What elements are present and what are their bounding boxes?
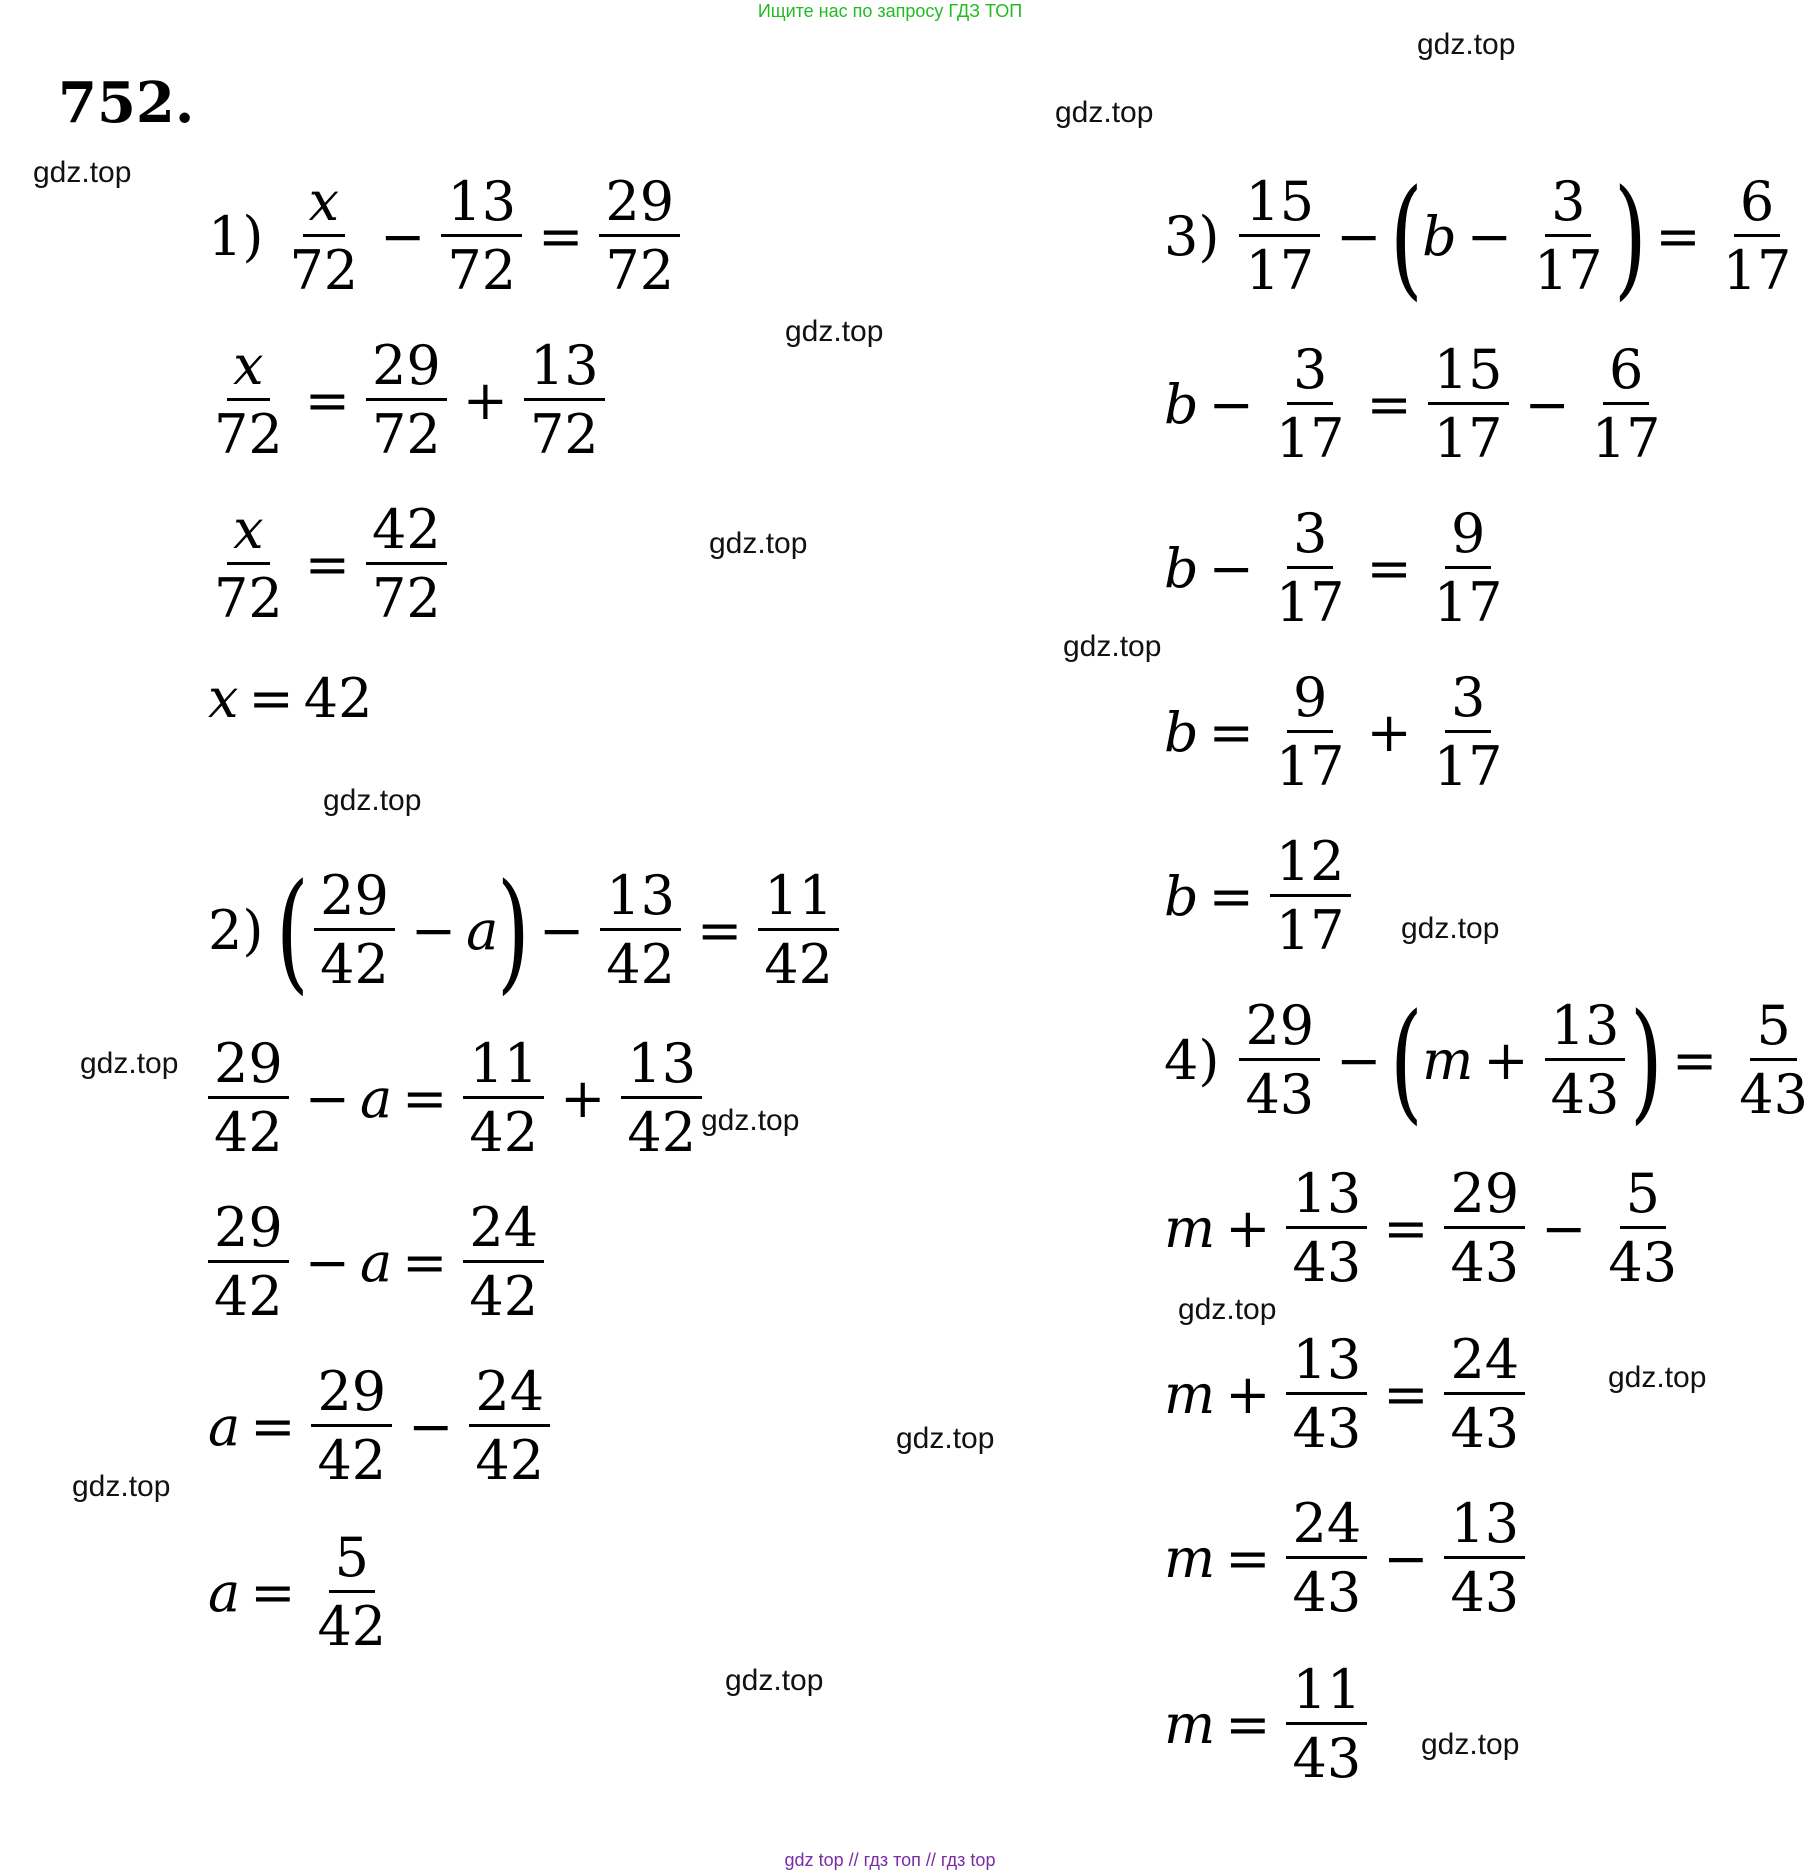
variable: a [208, 1394, 241, 1458]
fraction: $\frac{29}{72}$ [599, 172, 680, 302]
fraction: $\frac{24}{42}$ [463, 1198, 544, 1328]
plus-sign: + [462, 368, 508, 432]
minus-sign: − [304, 1066, 350, 1130]
task3-line5 [1164, 832, 1357, 962]
fraction: $\frac{29}{43}$ [1444, 1164, 1525, 1294]
watermark: gdz.top [785, 315, 884, 348]
watermark: gdz.top [80, 1047, 179, 1080]
variable: a [359, 1066, 393, 1130]
fraction: $\frac{13}{43}$ [1545, 996, 1626, 1126]
fraction: $\frac{3}{17}$ [1275, 338, 1345, 471]
fraction: $\frac{29}{72}$ [366, 336, 447, 466]
equals-sign: = [1383, 1362, 1429, 1426]
minus-sign: − [1336, 204, 1382, 268]
equals-sign: = [304, 368, 350, 432]
equals-sign: = [1225, 1526, 1271, 1590]
fraction: $\frac{6}{17}$ [1722, 170, 1792, 303]
task3-label: 3) [1164, 204, 1220, 268]
minus-sign: − [1208, 372, 1254, 436]
task4-line3 [1164, 1330, 1531, 1460]
variable: m [1422, 1028, 1474, 1092]
watermark: gdz.top [896, 1422, 995, 1455]
task1-line2 [202, 336, 611, 466]
watermark: gdz.top [1417, 28, 1516, 61]
task2-line3 [202, 1198, 550, 1328]
plus-sign: + [560, 1066, 606, 1130]
variable: m [1164, 1526, 1216, 1590]
equals-sign: = [402, 1230, 448, 1294]
task3-line1 [1164, 160, 1803, 313]
fraction: $\frac{11}{42}$ [758, 866, 839, 996]
watermark: gdz.top [1608, 1361, 1707, 1394]
watermark: gdz.top [725, 1664, 824, 1697]
variable: a [466, 898, 499, 962]
minus-sign: − [1524, 372, 1570, 436]
fraction: $\frac{9}{17}$ [1433, 502, 1503, 635]
fraction: $\frac{11}{42}$ [463, 1034, 544, 1164]
variable: b [1422, 204, 1457, 268]
fraction: $\frac{15}{17}$ [1239, 172, 1320, 302]
variable: b [1164, 700, 1199, 764]
minus-sign: − [1541, 1196, 1587, 1260]
variable: m [1164, 1692, 1216, 1756]
equals-sign: = [697, 898, 743, 962]
watermark: gdz.top [701, 1104, 800, 1137]
fraction: $\frac{13}{72}$ [441, 172, 522, 302]
fraction: $\frac{13}{43}$ [1286, 1330, 1367, 1460]
task4-line5 [1164, 1660, 1373, 1790]
watermark: gdz.top [1063, 630, 1162, 663]
fraction: $\frac{24}{42}$ [469, 1362, 550, 1492]
equals-sign: = [1655, 204, 1701, 268]
fraction: $\frac{42}{72}$ [366, 500, 447, 630]
task4-line1 [1164, 984, 1820, 1137]
watermark: gdz.top [709, 527, 808, 560]
fraction: $\frac{13}{43}$ [1286, 1164, 1367, 1294]
variable: a [208, 1560, 241, 1624]
equals-sign: = [1208, 864, 1254, 928]
watermark: gdz.top [1401, 912, 1500, 945]
fraction: $\frac{13}{42}$ [621, 1034, 702, 1164]
fraction: $\frac{12}{17}$ [1270, 832, 1351, 962]
top-banner: Ищите нас по запросу ГДЗ ТОП [757, 1, 1023, 21]
fraction: $\frac{9}{17}$ [1275, 666, 1345, 799]
task1-line4 [208, 667, 373, 730]
fraction: $\frac{x}{72}$ [214, 334, 283, 467]
variable: b [1164, 864, 1199, 928]
watermark: gdz.top [1178, 1293, 1277, 1326]
watermark: gdz.top [33, 156, 132, 189]
fraction: $\frac{29}{42}$ [314, 866, 395, 996]
task2-line2 [202, 1034, 708, 1164]
watermark: gdz.top [1421, 1728, 1520, 1761]
fraction: $\frac{3}{17}$ [1275, 502, 1345, 635]
task4-line4 [1164, 1494, 1531, 1624]
equals-sign: = [1208, 700, 1254, 764]
task3-line2 [1164, 340, 1672, 470]
equals-sign: = [304, 532, 350, 596]
fraction: $\frac{29}{42}$ [311, 1362, 392, 1492]
watermark: gdz.top [1055, 96, 1154, 129]
task1-label: 1) [208, 204, 264, 268]
minus-sign: − [408, 1394, 454, 1458]
task2-line5 [208, 1528, 398, 1658]
right-paren: ) [1613, 160, 1647, 313]
right-paren: ) [1630, 984, 1664, 1137]
variable: x [208, 667, 239, 730]
fraction: $\frac{3}{17}$ [1533, 170, 1603, 303]
bottom-footer: gdz top // гдз топ // гдз top [784, 1850, 996, 1870]
minus-sign: − [380, 204, 426, 268]
equals-sign: = [1672, 1028, 1718, 1092]
task4-label: 4) [1164, 1028, 1220, 1092]
equals-sign: = [1366, 536, 1412, 600]
fraction: $\frac{15}{17}$ [1428, 340, 1509, 470]
variable: b [1164, 536, 1199, 600]
fraction: $\frac{3}{17}$ [1433, 666, 1503, 799]
fraction: $\frac{5}{43}$ [1739, 994, 1808, 1127]
variable: a [359, 1230, 393, 1294]
fraction: $\frac{13}{72}$ [524, 336, 605, 466]
task2-line4 [208, 1362, 556, 1492]
fraction: $\frac{x}{72}$ [289, 170, 359, 303]
variable: m [1164, 1196, 1216, 1260]
plus-sign: + [1366, 700, 1412, 764]
equals-sign: = [1366, 372, 1412, 436]
minus-sign: − [1383, 1526, 1429, 1590]
variable: b [1164, 372, 1199, 436]
equals-sign: = [402, 1066, 448, 1130]
equals-sign: = [1225, 1692, 1271, 1756]
plus-sign: + [1225, 1362, 1271, 1426]
watermark: gdz.top [72, 1470, 171, 1503]
equals-sign: = [250, 1560, 296, 1624]
equals-sign: = [1383, 1196, 1429, 1260]
task2-label: 2) [208, 898, 264, 962]
left-paren: ( [1390, 984, 1424, 1137]
fraction: $\frac{13}{43}$ [1444, 1494, 1525, 1624]
plus-sign: + [1225, 1196, 1271, 1260]
equals-sign: = [248, 667, 294, 730]
left-paren: ( [1390, 160, 1424, 313]
task2-line1 [208, 854, 845, 1007]
plus-sign: + [1483, 1028, 1529, 1092]
task1-line3 [202, 500, 453, 630]
task1-line1 [208, 172, 686, 302]
minus-sign: − [304, 1230, 350, 1294]
minus-sign: − [1336, 1028, 1382, 1092]
fraction: $\frac{29}{42}$ [208, 1198, 289, 1328]
equals-sign: = [250, 1394, 296, 1458]
fraction: $\frac{5}{43}$ [1608, 1162, 1678, 1295]
fraction: $\frac{11}{43}$ [1286, 1660, 1367, 1790]
minus-sign: − [539, 898, 585, 962]
fraction: $\frac{29}{43}$ [1239, 996, 1320, 1126]
fraction: $\frac{5}{42}$ [317, 1526, 387, 1659]
fraction: $\frac{29}{42}$ [208, 1034, 289, 1164]
right-paren: ) [497, 854, 531, 1007]
variable: m [1164, 1362, 1216, 1426]
watermark: gdz.top [323, 784, 422, 817]
minus-sign: − [410, 898, 457, 962]
task3-line3 [1164, 504, 1515, 634]
task3-line4 [1164, 668, 1515, 798]
fraction: $\frac{24}{43}$ [1444, 1330, 1525, 1460]
problem-number: 752. [58, 70, 195, 136]
minus-sign: − [1466, 204, 1512, 268]
fraction: $\frac{13}{42}$ [600, 866, 681, 996]
minus-sign: − [1208, 536, 1254, 600]
task4-line2 [1164, 1164, 1689, 1294]
fraction: $\frac{24}{43}$ [1286, 1494, 1367, 1624]
value: 42 [303, 667, 373, 730]
left-paren: ( [276, 854, 310, 1007]
fraction: $\frac{x}{72}$ [214, 498, 283, 631]
equals-sign: = [538, 204, 584, 268]
fraction: $\frac{6}{17}$ [1591, 338, 1661, 471]
